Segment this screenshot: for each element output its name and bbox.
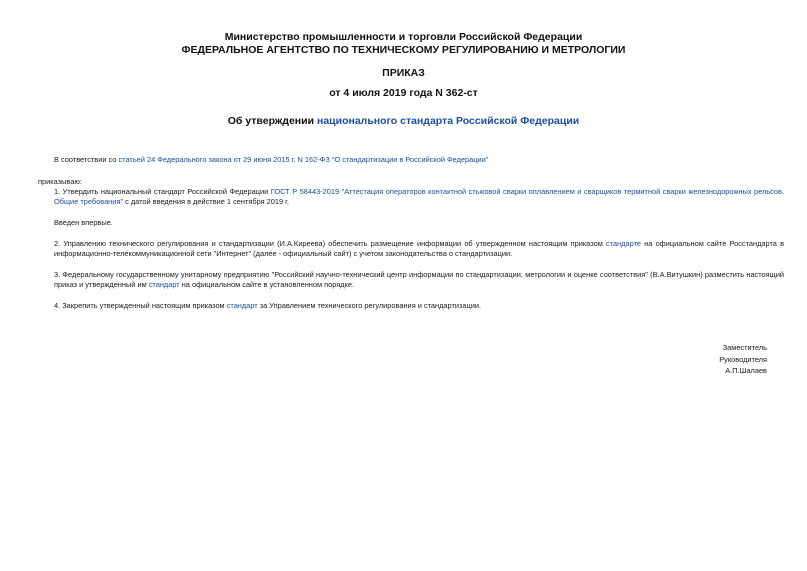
signature-position: Заместитель [722,343,767,352]
item-3-standard-link[interactable]: стандарт [148,280,180,290]
agency-name: ФЕДЕРАЛЬНОЕ АГЕНТСТВО ПО ТЕХНИЧЕСКОМУ РЕГУЛИРОВАНИЮ И МЕТРОЛОГИИ [181,44,626,56]
preamble [38,155,784,165]
item-2-standard-link[interactable]: стандарте [606,239,642,248]
item-2-text-after: на официальном сайте Росстандарта в информационно-телекоммуникационной сети "Интернет" (далее - официальный сайт) с учетом законодательства о стандартизации. [54,239,785,259]
item-4 [38,301,784,311]
item-1 [38,187,784,208]
item-3-text: 3. Федеральному государственному унитарному предприятию "Российский научно-технический центр информации по стандартизации, метрологии и оценке соответствия" (В.А.Витушкин) разместить настоящий приказ и утвержденный им [54,270,784,290]
preamble-text: В соответствии со [54,155,119,164]
document-type: ПРИКАЗ [382,67,425,79]
item-4-text-after: за Управлением технического регулирования и стандартизации. [257,301,482,310]
title-prefix: Об утверждении [227,115,317,127]
item-1-gost-link[interactable]: ГОСТ Р 58443-2019 "Аттестация операторов контактной стыковой сварки оплавлением и сварщиков термитной сварки железнодорожных рельсов. Общие требования" [54,187,784,207]
item-2-text: 2. Управлению технического регулирования и стандартизации (И.А.Киреева) обеспечить размещение информации об утвержденном настоящим приказом [54,239,607,248]
introduced-note: Введен впервые. [54,218,113,227]
signature-position-2: Руководителя [719,354,767,364]
item-3-text-after: на официальном сайте в установленном порядке. [179,280,355,290]
item-4-standard-link[interactable]: стандарт [226,301,258,310]
title-link[interactable]: национального стандарта Российской Федерации [316,115,580,127]
item-3 [38,270,784,291]
document-title [0,115,807,127]
item-2 [38,239,784,260]
item-1-text-after: с датой введения в действие 1 сентября 2019 г. [123,197,289,207]
order-word: приказываю: [38,177,82,186]
item-4-text: 4. Закрепить утвержденный настоящим приказом [54,301,227,310]
ministry-name: Министерство промышленности и торговли Российской Федерации [224,31,583,43]
item-1-text: 1. Утвердить национальный стандарт Российской Федерации [54,187,271,196]
document-date-number: от 4 июля 2019 года N 362-ст [329,87,478,99]
signature-block [719,342,767,377]
preamble-law-link[interactable]: статьей 24 Федерального закона от 29 июня 2015 г. N 162-ФЗ "О стандартизации в Российской Федерации" [118,155,489,164]
signature-name: А.П.Шалаев [725,366,767,375]
